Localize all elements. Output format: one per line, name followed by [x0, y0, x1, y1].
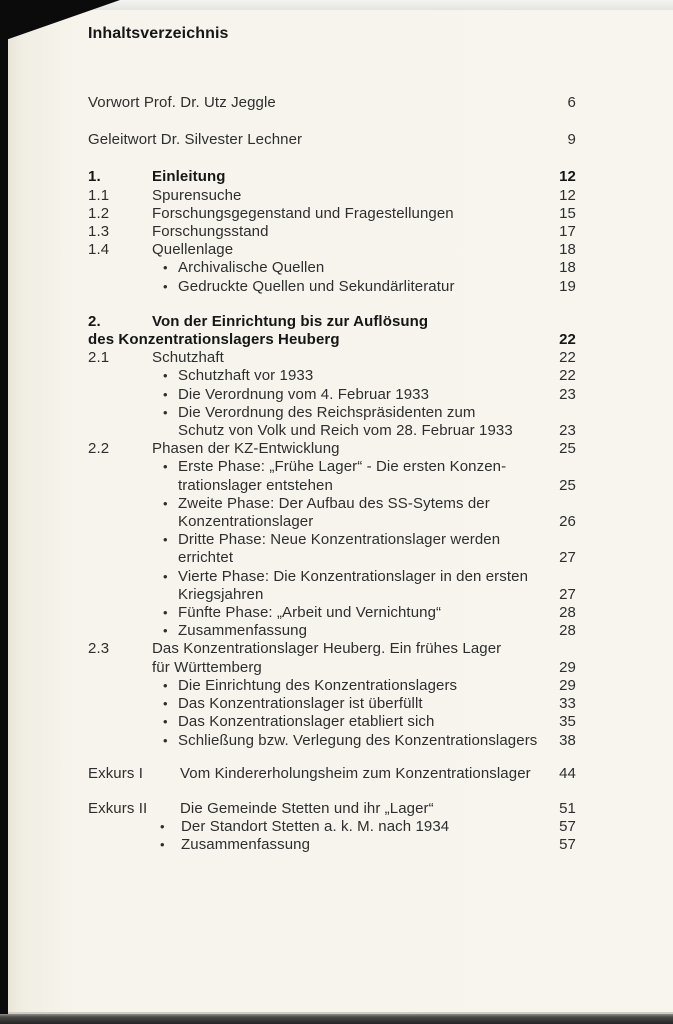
toc-line [88, 818, 576, 836]
book-page [8, 10, 673, 1014]
toc-line [88, 800, 576, 818]
toc-entry-title: Forschungsstand [152, 223, 269, 241]
toc-block-fm2 [88, 131, 576, 149]
toc-line [88, 131, 576, 149]
bullet-icon: • [163, 568, 168, 584]
toc-line [88, 187, 576, 205]
toc-entry-title: für Württemberg [152, 658, 262, 676]
toc-line [88, 513, 576, 531]
toc-line [88, 205, 576, 223]
toc-entry-title: des Konzentrationslagers Heuberg [88, 331, 340, 349]
toc-page-number: 12 [559, 168, 576, 186]
toc-line [88, 440, 576, 458]
toc-page-number: 6 [567, 94, 576, 111]
toc-entry-number: 1.1 [88, 186, 110, 204]
toc-entry-title: Quellenlage [152, 241, 234, 259]
toc-entry-title: Einleitung [152, 168, 226, 186]
toc-entry-title: Fünfte Phase: „Arbeit und Vernichtung“ [178, 604, 442, 622]
bullet-icon: • [163, 732, 168, 748]
bullet-icon: • [163, 495, 168, 511]
toc-entry-title: Forschungsgegenstand und Fragestellungen [152, 204, 454, 222]
bullet-icon: • [163, 459, 168, 475]
toc-entry-title: Die Verordnung vom 4. Februar 1933 [178, 385, 430, 403]
toc-entry-number: 1. [88, 168, 101, 186]
toc-page-number: 27 [559, 585, 576, 603]
toc-line [88, 622, 576, 640]
toc-entry-title: errichtet [178, 549, 234, 567]
bullet-icon: • [163, 605, 168, 621]
toc-line [88, 458, 576, 476]
toc-line [88, 549, 576, 567]
bullet-icon: • [163, 623, 168, 639]
toc-page-number: 17 [559, 223, 576, 241]
toc-content [88, 24, 576, 855]
toc-page-number: 22 [559, 349, 576, 367]
toc-line [88, 495, 576, 513]
toc-line [88, 659, 576, 677]
toc-page-number: 35 [559, 713, 576, 731]
toc-block-sec2 [88, 313, 576, 750]
toc-page-number: 38 [559, 731, 576, 749]
toc-page-number: 27 [559, 549, 576, 567]
bullet-icon: • [160, 819, 165, 835]
toc-line [88, 386, 576, 404]
toc-entry-title: Vierte Phase: Die Konzentrationslager in den ersten [178, 567, 529, 585]
toc-entry-title: Schutz von Volk und Reich vom 28. Februar 1933 [178, 422, 513, 440]
toc-line [88, 331, 576, 349]
toc-entry-title: Das Konzentrationslager ist überfüllt [178, 695, 423, 713]
toc-line [88, 640, 576, 658]
toc-line [88, 836, 576, 854]
toc-entry-title: Dritte Phase: Neue Konzentrationslager werden [178, 531, 501, 549]
toc-page-number: 29 [559, 676, 576, 694]
toc-entry-number: 2.3 [88, 640, 110, 658]
toc-entry-number: 1.2 [88, 204, 110, 222]
toc-entry-title: Das Konzentrationslager Heuberg. Ein frühes Lager [152, 640, 502, 658]
toc-page-number: 28 [559, 604, 576, 622]
toc-entry-number: 1.3 [88, 223, 110, 241]
toc-entry-title: Kriegsjahren [178, 585, 264, 603]
toc-page-number: 12 [559, 186, 576, 204]
toc-entry-number: Exkurs II [88, 799, 148, 817]
bullet-icon: • [163, 386, 168, 402]
toc-entry-title: Das Konzentrationslager etabliert sich [178, 713, 435, 731]
scan-border-bottom [0, 1014, 673, 1024]
toc-page-number: 18 [559, 259, 576, 277]
toc-line [88, 223, 576, 241]
toc-line [88, 568, 576, 586]
toc-page-number: 57 [559, 836, 576, 854]
toc-line [88, 604, 576, 622]
toc-page-number: 29 [559, 658, 576, 676]
toc-line [88, 259, 576, 277]
toc-line [88, 94, 576, 112]
toc-entry-title: Vom Kindererholungsheim zum Konzentrationslager [180, 764, 531, 782]
bullet-icon: • [163, 368, 168, 384]
bullet-icon: • [160, 837, 165, 853]
toc-entry-title: Die Verordnung des Reichspräsidenten zum [178, 403, 476, 421]
toc-entry-number: Exkurs I [88, 764, 143, 782]
toc-entry-title: Gedruckte Quellen und Sekundärliteratur [178, 277, 455, 295]
toc-block-sec1 [88, 168, 576, 295]
toc-page-number: 33 [559, 695, 576, 713]
toc-entry-title: Zweite Phase: Der Aufbau des SS-Sytems der [178, 494, 490, 512]
toc-entry-title: trationslager entstehen [178, 476, 333, 494]
toc-entry-title: Der Standort Stetten a. k. M. nach 1934 [181, 818, 450, 836]
toc-page-number: 25 [559, 440, 576, 458]
toc-page-number: 19 [559, 277, 576, 295]
toc-page-number: 25 [559, 476, 576, 494]
toc-block-exk1 [88, 765, 576, 783]
toc-page-number: 22 [559, 331, 576, 349]
toc-entry-title: Phasen der KZ-Entwicklung [152, 440, 340, 458]
toc-line [88, 586, 576, 604]
toc-entry-number: 2.2 [88, 440, 110, 458]
toc-line [88, 168, 576, 186]
toc-line [88, 404, 576, 422]
toc-page-number: 51 [559, 799, 576, 817]
toc-entry-title: Von der Einrichtung bis zur Auflösung [152, 312, 429, 330]
toc-entry-title: Erste Phase: „Frühe Lager“ - Die ersten Konzen- [178, 458, 507, 476]
toc-entry-title: Geleitwort Dr. Silvester Lechner [88, 131, 303, 149]
toc-page-number: 57 [559, 818, 576, 836]
toc-page-number: 22 [559, 367, 576, 385]
toc-page-number: 26 [559, 513, 576, 531]
bullet-icon: • [163, 278, 168, 294]
toc-page-number: 28 [559, 622, 576, 640]
toc-line [88, 349, 576, 367]
page-title: Inhaltsverzeichnis [88, 25, 229, 42]
toc-page-number: 15 [559, 204, 576, 222]
toc-entry-title: Schutzhaft [152, 349, 224, 367]
bullet-icon: • [163, 532, 168, 548]
toc-page-number: 9 [567, 131, 576, 149]
toc-block-fm1 [88, 94, 576, 112]
toc-page-number: 23 [559, 385, 576, 403]
toc-line [88, 241, 576, 259]
bullet-icon: • [163, 677, 168, 693]
toc-entry-number: 2.1 [88, 349, 110, 367]
toc-page-number: 23 [559, 422, 576, 440]
toc-line [88, 367, 576, 385]
toc-entry-title: Schließung bzw. Verlegung des Konzentrationslagers [178, 731, 538, 749]
toc-entry-title: Konzentrationslager [178, 513, 314, 531]
toc-entry-number: 2. [88, 312, 101, 330]
bullet-icon: • [163, 260, 168, 276]
toc-entry-title: Spurensuche [152, 186, 242, 204]
toc-page-number: 18 [559, 241, 576, 259]
toc-entry-number: 1.4 [88, 241, 110, 259]
bullet-icon: • [163, 714, 168, 730]
toc-entry-title: Die Einrichtung des Konzentrationslagers [178, 676, 458, 694]
toc-entry-title: Zusammenfassung [178, 622, 308, 640]
toc-entry-title: Schutzhaft vor 1933 [178, 367, 314, 385]
toc-line [88, 695, 576, 713]
toc-lines [88, 94, 576, 855]
bullet-icon: • [163, 404, 168, 420]
bullet-icon: • [163, 696, 168, 712]
toc-line [88, 732, 576, 750]
toc-line [88, 422, 576, 440]
toc-page-number: 44 [559, 764, 576, 782]
toc-entry-title: Zusammenfassung [181, 836, 311, 854]
toc-entry-title: Archivalische Quellen [178, 259, 325, 277]
toc-entry-title: Die Gemeinde Stetten und ihr „Lager“ [180, 799, 434, 817]
toc-line [88, 278, 576, 296]
toc-line [88, 765, 576, 783]
toc-line [88, 531, 576, 549]
toc-line [88, 677, 576, 695]
toc-line [88, 313, 576, 331]
toc-block-exk2 [88, 800, 576, 855]
scan-border-left [0, 0, 8, 1024]
toc-line [88, 477, 576, 495]
toc-entry-title: Vorwort Prof. Dr. Utz Jeggle [88, 94, 276, 111]
toc-line [88, 713, 576, 731]
